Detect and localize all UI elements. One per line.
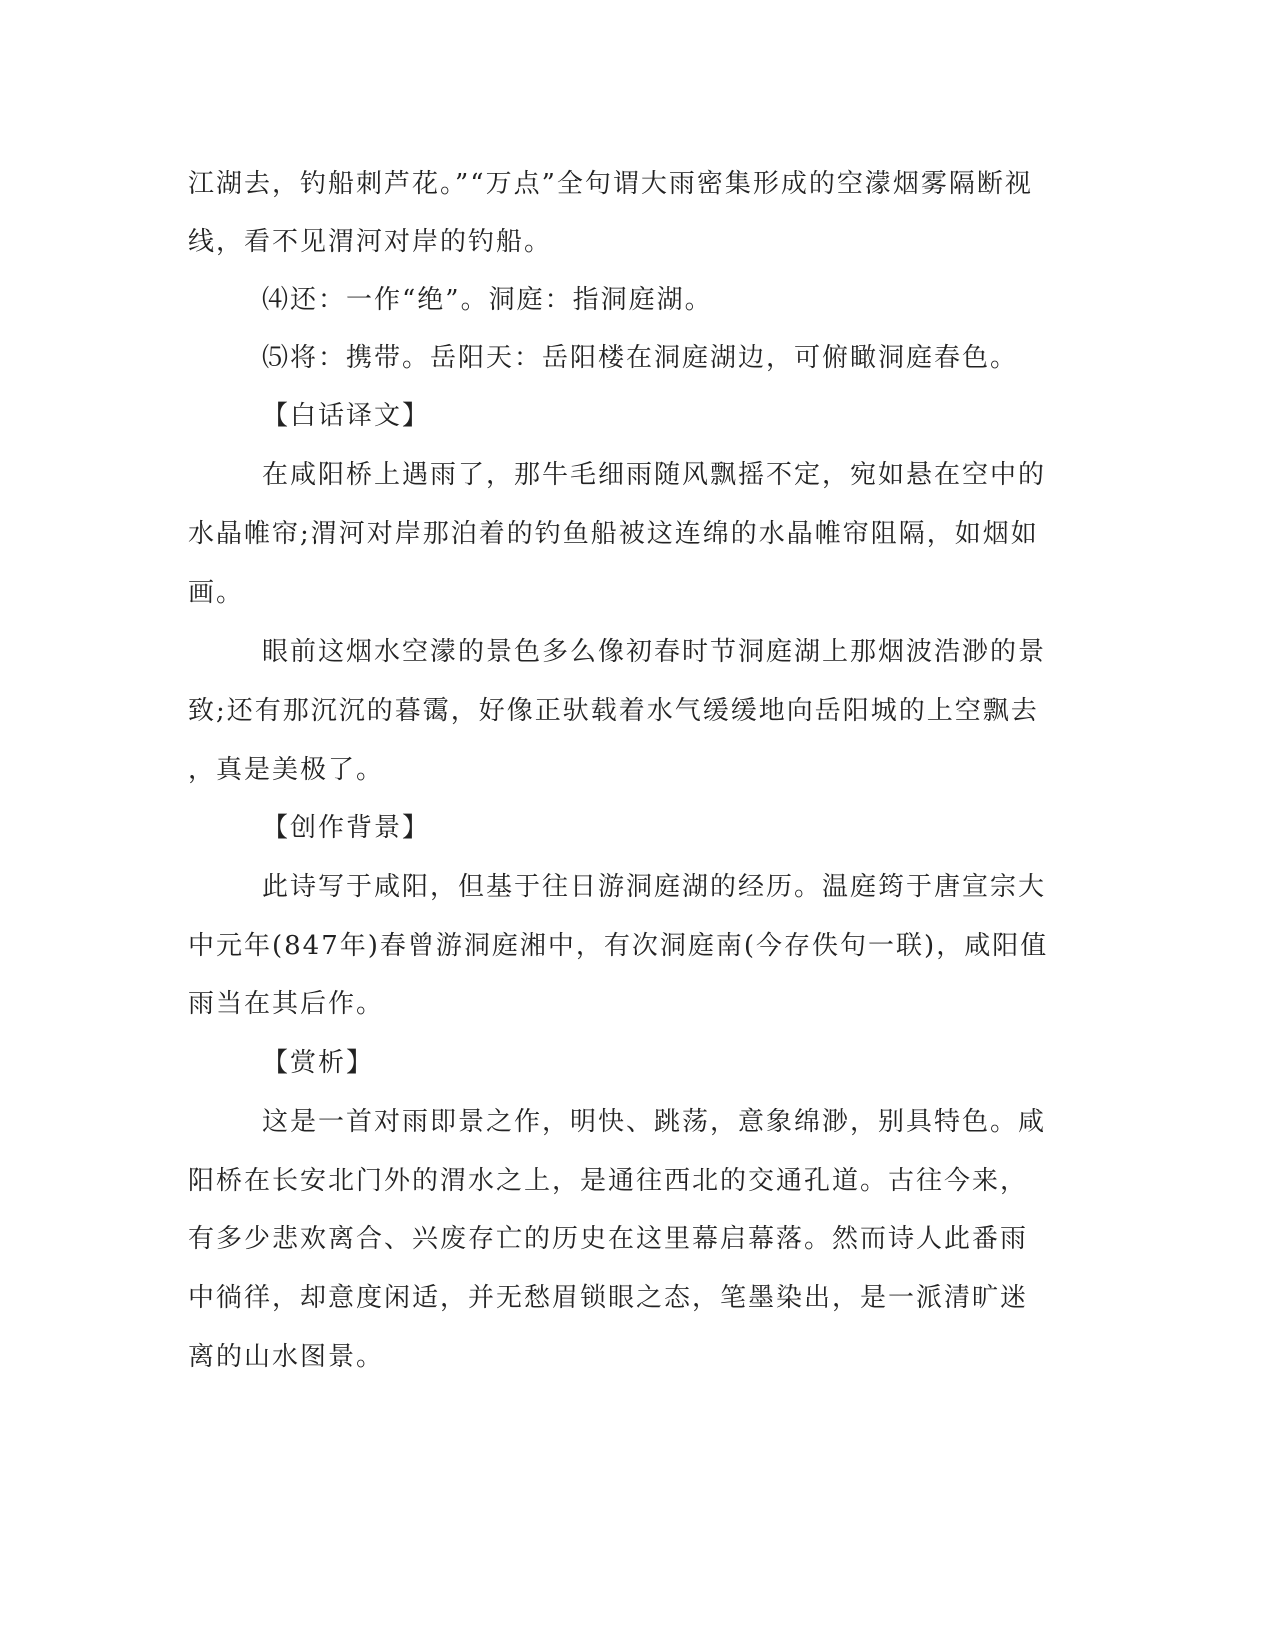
- text-line: 中元年(847年)春曾游洞庭湘中，有次洞庭南(今存佚句一联)，咸阳值: [188, 931, 1049, 961]
- text-line: 离的山水图景。: [188, 1342, 385, 1372]
- text-line: 画。: [188, 578, 245, 608]
- footnote-5: ⑸将：携带。岳阳天：岳阳楼在洞庭湖边，可俯瞰洞庭春色。: [262, 343, 1019, 373]
- footnote-4: ⑷还：一作“绝”。洞庭：指洞庭湖。: [262, 285, 713, 315]
- section-heading-analysis: 【赏析】: [262, 1048, 375, 1078]
- text-line: 眼前这烟水空濛的景色多么像初春时节洞庭湖上那烟波浩渺的景: [262, 637, 1047, 667]
- text-line: ，真是美极了。: [188, 755, 385, 785]
- section-heading-translation: 【白话译文】: [262, 401, 431, 431]
- text-line: 中徜徉，却意度闲适，并无愁眉锁眼之态，笔墨染出，是一派清旷迷: [188, 1283, 1029, 1313]
- text-line: 有多少悲欢离合、兴废存亡的历史在这里幕启幕落。然而诗人此番雨: [188, 1224, 1029, 1254]
- text-line: 雨当在其后作。: [188, 989, 385, 1019]
- text-line: 此诗写于咸阳，但基于往日游洞庭湖的经历。温庭筠于唐宣宗大: [262, 872, 1047, 902]
- text-line: 线，看不见渭河对岸的钓船。: [188, 227, 553, 257]
- text-line: 水晶帷帘;渭河对岸那泊着的钓鱼船被这连绵的水晶帷帘阻隔，如烟如: [188, 519, 1039, 549]
- text-line: 这是一首对雨即景之作，明快、跳荡，意象绵渺，别具特色。咸: [262, 1107, 1047, 1137]
- section-heading-background: 【创作背景】: [262, 813, 431, 843]
- text-line: 致;还有那沉沉的暮霭，好像正驮载着水气缓缓地向岳阳城的上空飘去: [188, 696, 1039, 726]
- text-line: 阳桥在长安北门外的渭水之上，是通往西北的交通孔道。古往今来，: [188, 1166, 1029, 1196]
- text-line: 在咸阳桥上遇雨了，那牛毛细雨随风飘摇不定，宛如悬在空中的: [262, 460, 1047, 490]
- text-line: 江湖去，钓船刺芦花。”“万点”全句谓大雨密集形成的空濛烟雾隔断视: [188, 169, 1033, 199]
